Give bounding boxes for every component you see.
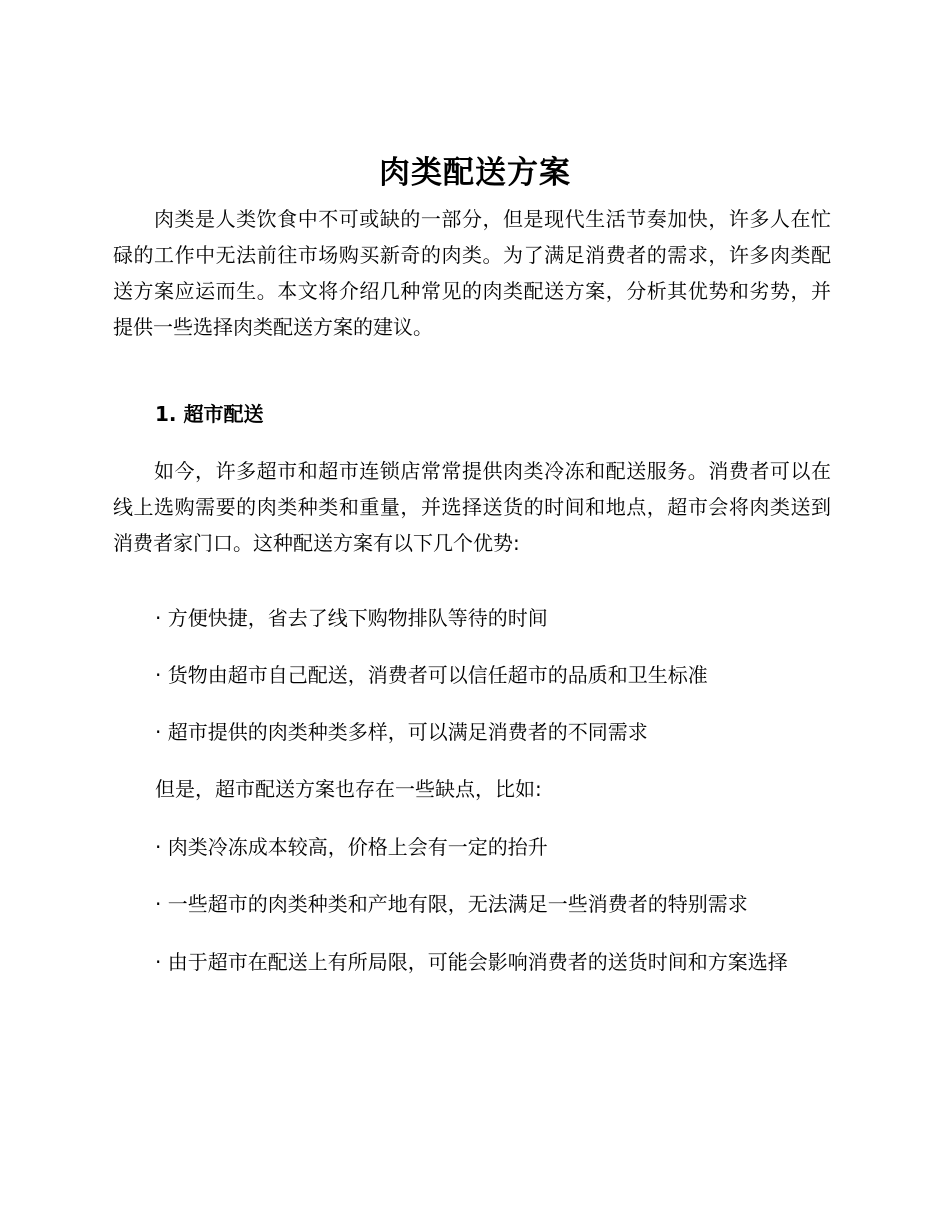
advantage-item: · 超市提供的肉类种类多样，可以满足消费者的不同需求	[155, 720, 648, 744]
advantage-item: · 方便快捷，省去了线下购物排队等待的时间	[155, 606, 548, 630]
intro-paragraph: 肉类是人类饮食中不可或缺的一部分，但是现代生活节奏加快，许多人在忙碌的工作中无法前往市场购买新奇的肉类。为了满足消费者的需求，许多肉类配送方案应运而生。本文将介绍几种常见的肉类配送方案，分析其优势和劣势，并提供一些选择肉类配送方案的建议。	[113, 207, 831, 339]
disadvantage-item: · 由于超市在配送上有所局限，可能会影响消费者的送货时间和方案选择	[155, 950, 788, 974]
disadvantages-intro: 但是，超市配送方案也存在一些缺点，比如:	[155, 777, 542, 801]
disadvantage-item: · 一些超市的肉类种类和产地有限，无法满足一些消费者的特别需求	[155, 892, 748, 916]
advantage-item: · 货物由超市自己配送，消费者可以信任超市的品质和卫生标准	[155, 663, 708, 687]
section-heading-supermarket: 1. 超市配送	[155, 402, 264, 426]
section-body-paragraph: 如今，许多超市和超市连锁店常常提供肉类冷冻和配送服务。消费者可以在线上选购需要的肉类种类和重量，并选择送货的时间和地点，超市会将肉类送到消费者家门口。这种配送方案有以下几个优势:	[113, 459, 831, 555]
document-title: 肉类配送方案	[379, 155, 571, 191]
disadvantage-item: · 肉类冷冻成本较高，价格上会有一定的抬升	[155, 835, 548, 859]
